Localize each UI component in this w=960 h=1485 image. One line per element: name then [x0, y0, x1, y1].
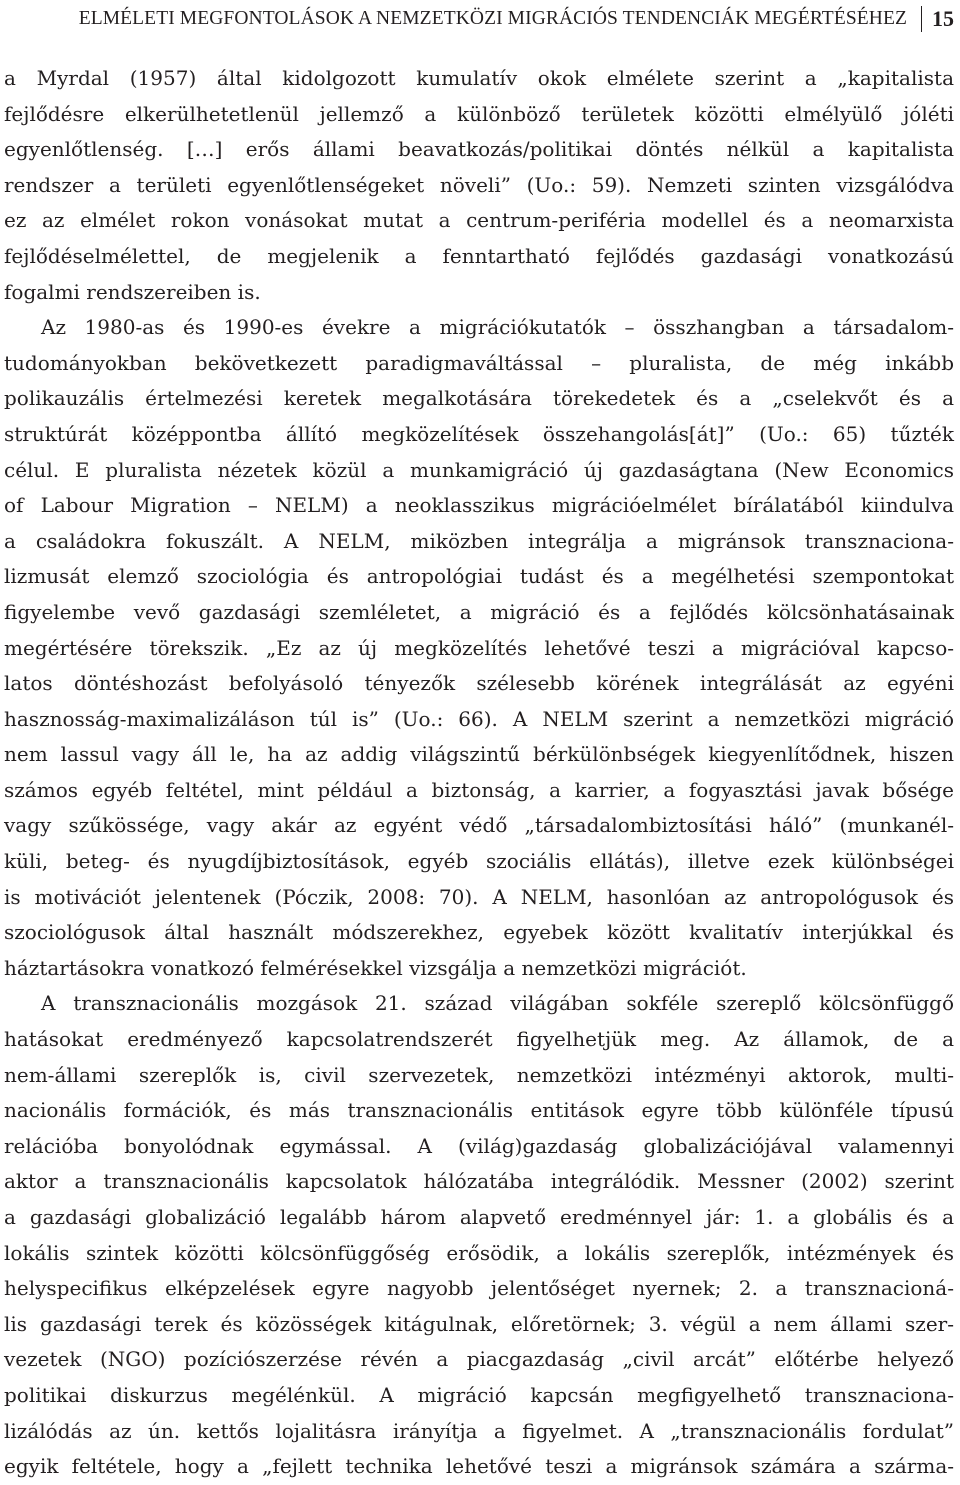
text-line: nem lassul vagy áll le, ha az addig világszintű bérkülönbségek kiegyenlítődnek, hiszen — [4, 742, 954, 767]
text-line: vagy szűkössége, vagy akár az egyént védő „társadalombiztosítási háló” (munkanél- — [4, 813, 954, 838]
text-line: szociológusok által használt módszerekhez, egyebek között kvalitatív interjúkkal és — [4, 920, 954, 945]
text-line: vezetek (NGO) pozíciószerzése révén a piacgazdaság „civil arcát” előtérbe helyező — [4, 1347, 954, 1372]
text-line: nacionális formációk, és más transznacionális entitások egyre több különféle típusú — [4, 1098, 954, 1123]
text-line: lokális szintek közötti kölcsönfüggőség erősödik, a lokális szereplők, intézmények és — [4, 1240, 954, 1265]
text-line: politikai diskurzus megélénkül. A migráció kapcsán megfigyelhető transznaciona- — [4, 1382, 954, 1407]
running-head: ELMÉLETI MEGFONTOLÁSOK A NEMZETKÖZI MIGRÁCIÓS TENDENCIÁK MEGÉRTÉSÉHEZ — [79, 6, 922, 32]
text-line: rendszer a területi egyenlőtlenségeket növeli” (Uo.: 59). Nemzeti szinten vizsgálódva — [4, 172, 954, 197]
text-line: célul. E pluralista nézetek közül a munkamigráció új gazdaságtana (New Economics — [4, 457, 954, 482]
text-line: háztartásokra vonatkozó felmérésekkel vizsgálja a nemzetközi migrációt. — [4, 955, 747, 980]
text-line: lizmusát elemző szociológia és antropológiai tudást és a megélhetési szempontokat — [4, 564, 954, 589]
text-line: a gazdasági globalizáció legalább három alapvető eredménnyel jár: 1. a globális és a — [4, 1205, 954, 1229]
text-line: fejlődéselmélettel, de megjelenik a fenntartható fejlődés gazdasági vonatkozású — [4, 243, 954, 268]
text-line: egyenlőtlenség. […] erős állami beavatkozás/politikai döntés nélkül a kapitalista — [4, 137, 954, 162]
text-line: relációba bonyolódnak egymással. A (világ)gazdaság globalizációjával valamennyi — [4, 1133, 954, 1158]
text-line: fejlődésre elkerülhetetlenül jellemző a különböző területek közötti elmélyülő jóléti — [4, 101, 954, 126]
page-header — [4, 4, 954, 34]
text-line: figyelembe vevő gazdasági szemléletet, a migráció és a fejlődés kölcsönhatásainak — [4, 599, 954, 624]
text-line: küli, beteg- és nyugdíjbiztosítások, egyéb szociális ellátás), illetve ezek különbségei — [4, 849, 954, 874]
text-line: hatásokat eredményező kapcsolatrendszerét figyelhetjük meg. Az államok, de a — [4, 1027, 954, 1052]
text-line: a Myrdal (1957) által kidolgozott kumulatív okok elmélete szerint a „kapitalista — [4, 66, 954, 90]
text-line: latos döntéshozást befolyásoló tényezők szélesebb körének integrálását az egyéni — [4, 671, 954, 696]
text-line: aktor a transznacionális kapcsolatok hálózatába integrálódik. Messner (2002) szerint — [4, 1169, 954, 1194]
text-line: polikauzális értelmezési keretek megalkotására törekedetek és a „cselekvőt és a — [4, 386, 954, 411]
text-line: hasznosság-maximalizáláson túl is” (Uo.: 66). A NELM szerint a nemzetközi migráció — [4, 706, 954, 731]
text-line: a családokra fokuszált. A NELM, miközben integrálja a migránsok transznaciona- — [4, 528, 954, 553]
text-line: ez az elmélet rokon vonásokat mutat a centrum-periféria modellel és a neomarxista — [4, 208, 954, 233]
text-line: of Labour Migration – NELM) a neoklasszikus migrációelmélet bírálatából kiindulva — [4, 493, 954, 518]
page-number: 15 — [932, 6, 954, 31]
text-line: helyspecifikus elképzelések egyre nagyobb jelentőséget nyernek; 2. a transznacioná- — [4, 1276, 954, 1301]
text-line: A transznacionális mozgások 21. század világában sokféle szereplő kölcsönfüggő — [41, 991, 954, 1016]
text-line: fogalmi rendszereiben is. — [4, 279, 261, 304]
text-line: nem-állami szereplők is, civil szervezetek, nemzetközi intézményi aktorok, multi- — [4, 1062, 954, 1087]
text-line: számos egyéb feltétel, mint például a biztonság, a karrier, a fogyasztási javak bősége — [4, 777, 954, 802]
text-line: lizálódás az ún. kettős lojalitásra irányítja a figyelmet. A „transznacionális fordulat” — [4, 1418, 954, 1443]
text-line: megértésére törekszik. „Ez az új megközelítés lehetővé teszi a migrációval kapcso- — [4, 635, 954, 660]
text-line: lis gazdasági terek és közösségek kitágulnak, előretörnek; 3. végül a nem állami szer- — [4, 1311, 954, 1336]
text-line: struktúrát középpontba állító megközelítések összehangolás[át]” (Uo.: 65) tűzték — [4, 421, 954, 446]
body-text — [4, 61, 954, 1485]
text-line: egyik feltétele, hogy a „fejlett technika lehetővé teszi a migránsok számára a szárma- — [4, 1454, 954, 1479]
text-line: Az 1980-as és 1990-es évekre a migrációkutatók – összhangban a társadalom- — [41, 315, 954, 340]
text-line: is motivációt jelentenek (Póczik, 2008: 70). A NELM, hasonlóan az antropológusok és — [4, 884, 954, 909]
text-line: tudományokban bekövetkezett paradigmaváltással – pluralista, de még inkább — [4, 350, 954, 375]
